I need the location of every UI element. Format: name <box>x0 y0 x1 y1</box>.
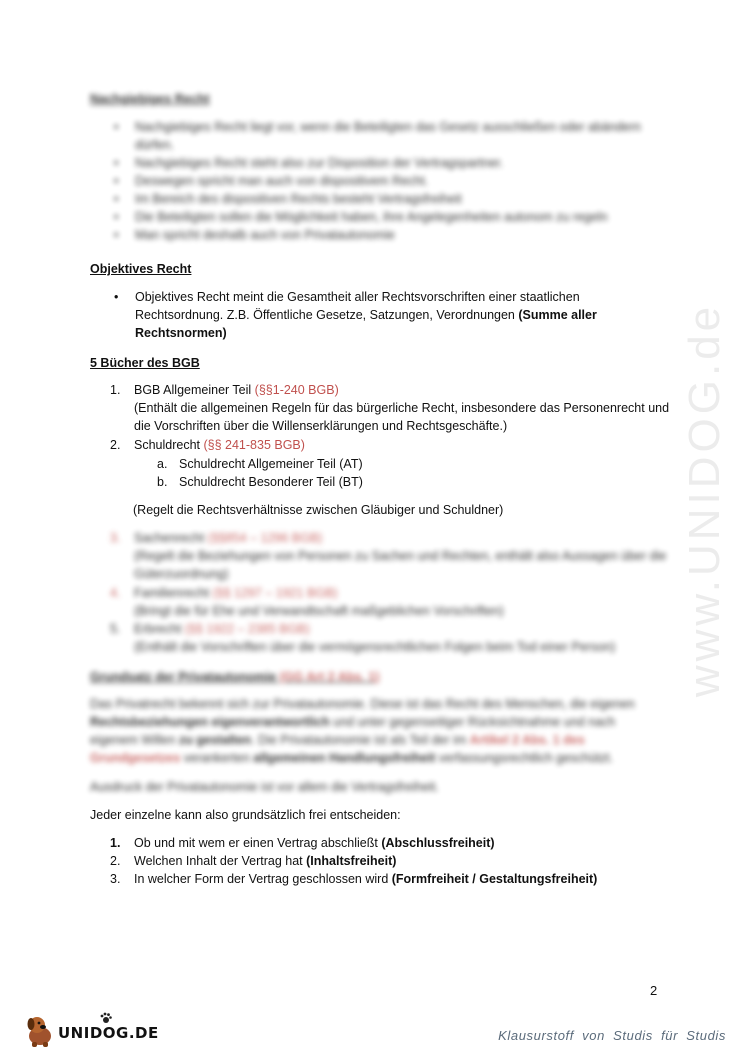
heading-nachgiebiges-recht: Nachgiebiges Recht <box>90 92 210 106</box>
bgb-item-5: 5. Erbrecht (§§ 1922 – 2385 BGB) (Enthält die Vorschriften über die vermögensrechtlichen Folgen beim Tod einer Person) <box>110 622 616 654</box>
watermark: www.UNIDOG.de <box>680 302 730 698</box>
freiheit-item-3: 3. In welcher Form der Vertrag geschlossen wird (Formfreiheit / Gestaltungsfreiheit) <box>110 872 598 886</box>
page-number: 2 <box>650 983 658 998</box>
heading-privatautonomie: Grundsatz der Privatautonomie (GG Art 2 Abs. 1) <box>90 670 380 684</box>
dog-icon <box>22 1012 58 1048</box>
bgb-subitem-b: b. Schuldrecht Besonderer Teil (BT) <box>157 475 363 489</box>
list-item: • Die Beteiligten sollen die Möglichkeit haben, ihre Angelegenheiten autonom zu regeln <box>90 208 660 226</box>
list-item: • Nachgiebiges Recht liegt vor, wenn die Beteiligten das Gesetz ausschließen oder abändern dürfen. <box>90 118 660 154</box>
freiheit-item-2: 2. Welchen Inhalt der Vertrag hat (Inhaltsfreiheit) <box>110 854 397 868</box>
heading-bgb-buecher: 5 Bücher des BGB <box>90 356 200 370</box>
footer-slogan: Klausurstoff von Studis für Studis <box>498 1028 726 1043</box>
logo-text: UNIDOG.DE <box>58 1024 159 1042</box>
unidog-logo <box>22 1012 162 1048</box>
list-item: • Objektives Recht meint die Gesamtheit aller Rechtsvorschriften einer staatlichen Rechtsordnung. Z.B. Öffentliche Gesetze, Satzungen, Verordnungen (Summe aller Rechtsnormen) <box>90 288 660 342</box>
list-item: • Nachgiebiges Recht steht also zur Disposition der Vertragspartner. <box>90 154 660 172</box>
bgb-item-1: 1. BGB Allgemeiner Teil (§§1-240 BGB) (Enthält die allgemeinen Regeln für das bürgerliche Recht, insbesondere das Personenrecht und die Vorschriften über die Willenserklärungen und Rechtsgeschäfte.) <box>110 383 670 433</box>
objektives-recht-list <box>90 288 660 342</box>
nachgiebiges-recht-list <box>90 118 660 244</box>
heading-objektives-recht: Objektives Recht <box>90 262 192 276</box>
schuldrecht-note: (Regelt die Rechtsverhältnisse zwischen Gläubiger und Schuldner) <box>133 503 504 517</box>
list-item: • Deswegen spricht man auch von dispositivem Recht. <box>90 172 660 190</box>
vertragsfreiheit-paragraph: Ausdruck der Privatautonomie ist vor allem die Vertragsfreiheit. <box>90 780 439 794</box>
freiheit-intro: Jeder einzelne kann also grundsätzlich frei entscheiden: <box>90 808 401 822</box>
privatautonomie-paragraph: Das Privatrecht bekennt sich zur Privatautonomie. Diese ist das Recht des Menschen, die eigenen Rechtsbeziehungen eigenverantwortlich und unter gegenseitiger Rücksichtnahme und nach eigenem Willen zu gestalten. Die Privatautonomie ist als Teil der im Artikel 2 Abs. 1 des Grundgesetzes verankerten allgemeinen Handlungsfreiheit verfassungsrechtlich geschützt. <box>90 697 635 765</box>
bgb-item-3: 3. Sachenrecht (§§854 – 1296 BGB) (Regelt die Beziehungen von Personen zu Sachen und Rechten, enthält also Aussagen über die Güterzuordnung) <box>110 531 667 581</box>
freiheit-item-1: 1. Ob und mit wem er einen Vertrag abschließt (Abschlussfreiheit) <box>110 836 495 850</box>
bgb-item-2: 2. Schuldrecht (§§ 241-835 BGB) <box>110 438 305 452</box>
bgb-subitem-a: a. Schuldrecht Allgemeiner Teil (AT) <box>157 457 363 471</box>
bgb-item-1-description: (Enthält die allgemeinen Regeln für das bürgerliche Recht, insbesondere das Personenrecht und die Vorschriften über die Willenserklärungen und Rechtsgeschäfte.) <box>134 401 670 433</box>
bgb-item-4: 4. Familienrecht (§§ 1297 – 1921 BGB) (Bringt die für Ehe und Verwandtschaft maßgeblichen Vorschriften) <box>110 586 504 618</box>
paw-icon <box>100 1012 112 1024</box>
list-item: • Man spricht deshalb auch von Privatautonomie <box>90 226 660 244</box>
list-item: • Im Bereich des dispositiven Rechts besteht Vertragsfreiheit <box>90 190 660 208</box>
